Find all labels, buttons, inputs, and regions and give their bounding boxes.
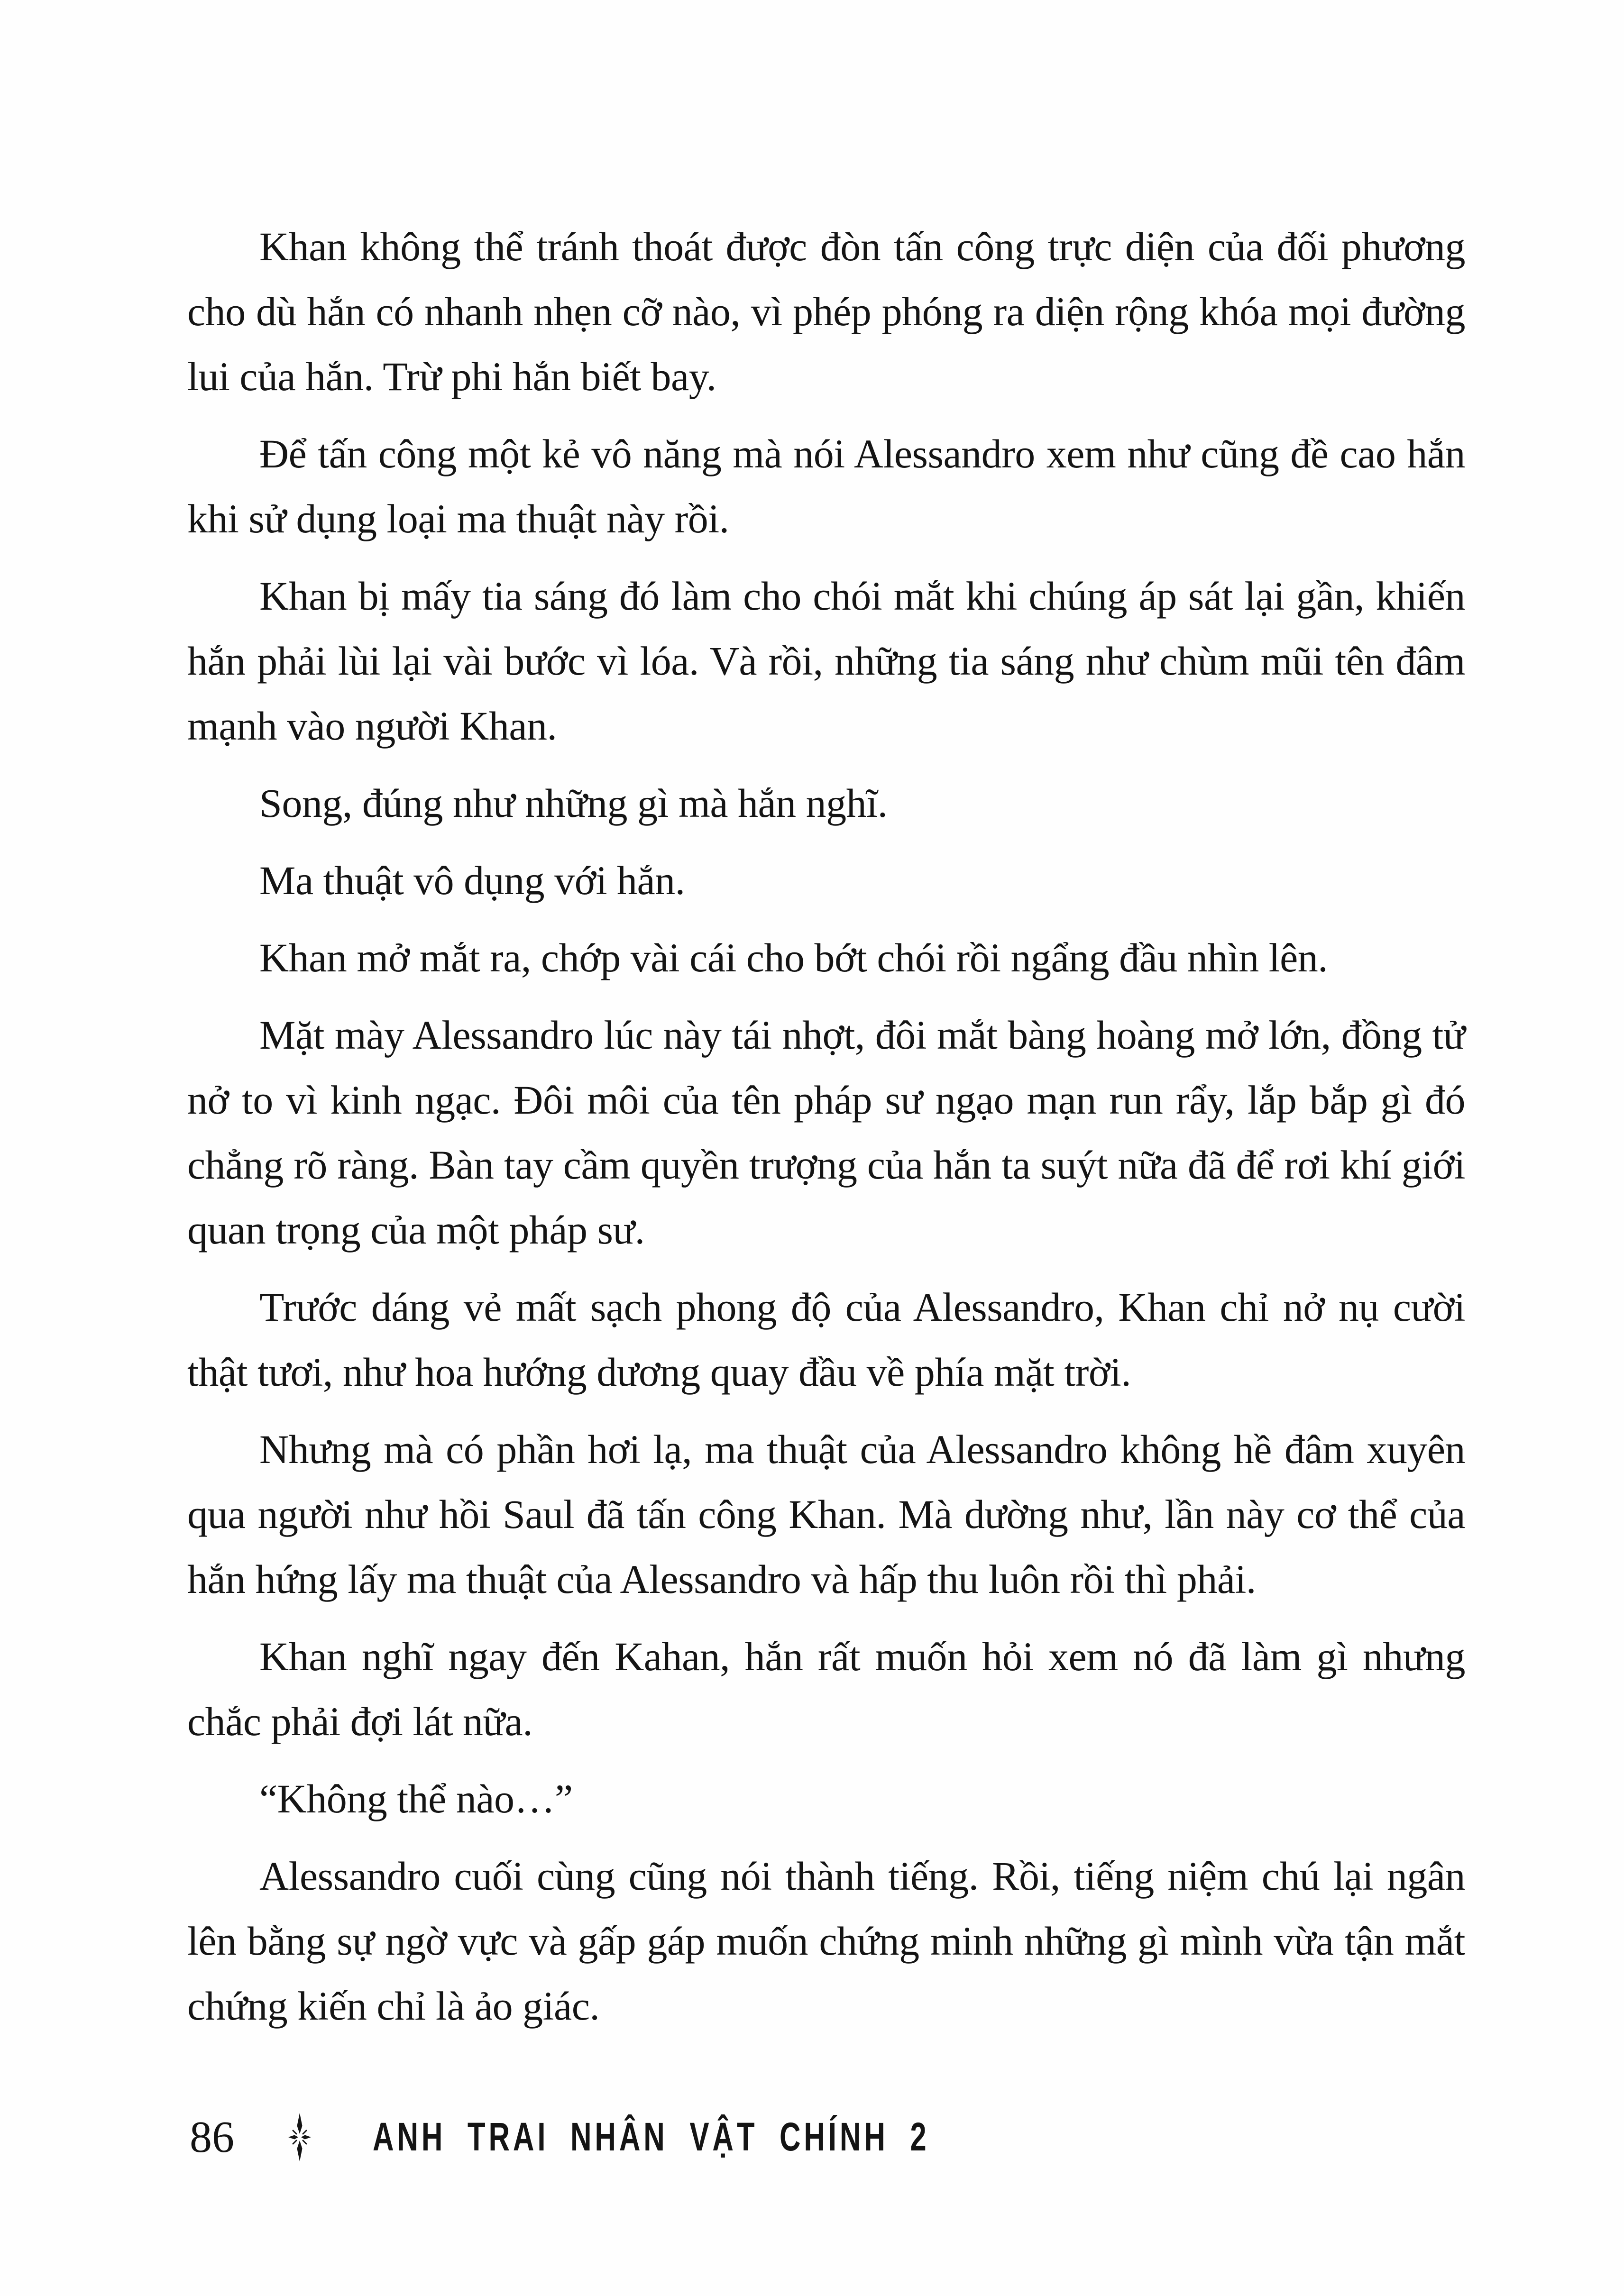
page-number: 86: [190, 2113, 234, 2162]
page-body: [187, 214, 1465, 2051]
paragraph: Mặt mày Alessandro lúc này tái nhợt, đôi mắt bàng hoàng mở lớn, đồng tử nở to vì kinh ngạc. Đôi môi của tên pháp sư ngạo mạn run rẩy, lắp bắp gì đó chẳng rõ ràng. Bàn tay cầm quyền trượng của hắn ta suýt nữa đã để rơi khí giới quan trọng của một pháp sư.: [187, 1012, 1465, 1253]
paragraph: Alessandro cuối cùng cũng nói thành tiếng. Rồi, tiếng niệm chú lại ngân lên bằng sự ngờ vực và gấp gáp muốn chứng minh những gì mình vừa tận mắt chứng kiến chỉ là ảo giác.: [187, 1853, 1465, 2029]
paragraph: Song, đúng như những gì mà hắn nghĩ.: [259, 780, 888, 826]
paragraph: “Không thể nào…”: [259, 1776, 573, 1821]
four-point-star-ornament-icon: [287, 2113, 312, 2162]
paragraph: Khan mở mắt ra, chớp vài cái cho bớt chói rồi ngẩng đầu nhìn lên.: [259, 935, 1328, 980]
paragraph: Khan không thể tránh thoát được đòn tấn công trực diện của đối phương cho dù hắn có nhanh nhẹn cỡ nào, vì phép phóng ra diện rộng khóa mọi đường lui của hắn. Trừ phi hắn biết bay.: [187, 224, 1465, 399]
paragraph: Khan nghĩ ngay đến Kahan, hắn rất muốn hỏi xem nó đã làm gì nhưng chắc phải đợi lát nữa.: [187, 1634, 1465, 1744]
page-footer: [190, 2109, 941, 2166]
book-title: ANH TRAI NHÂN VẬT CHÍNH 2: [373, 2115, 930, 2159]
paragraph: Để tấn công một kẻ vô năng mà nói Alessandro xem như cũng đề cao hắn khi sử dụng loại ma thuật này rồi.: [187, 431, 1465, 541]
paragraph: Khan bị mấy tia sáng đó làm cho chói mắt khi chúng áp sát lại gần, khiến hắn phải lùi lại vài bước vì lóa. Và rồi, những tia sáng như chùm mũi tên đâm mạnh vào người Khan.: [187, 573, 1465, 749]
paragraph: Ma thuật vô dụng với hắn.: [259, 858, 685, 903]
paragraph: Trước dáng vẻ mất sạch phong độ của Alessandro, Khan chỉ nở nụ cười thật tươi, như hoa hướng dương quay đầu về phía mặt trời.: [187, 1284, 1465, 1395]
paragraph: Nhưng mà có phần hơi lạ, ma thuật của Alessandro không hề đâm xuyên qua người như hồi Saul đã tấn công Khan. Mà dường như, lần này cơ thể của hắn hứng lấy ma thuật của Alessandro và hấp thu luôn rồi thì phải.: [187, 1427, 1465, 1602]
